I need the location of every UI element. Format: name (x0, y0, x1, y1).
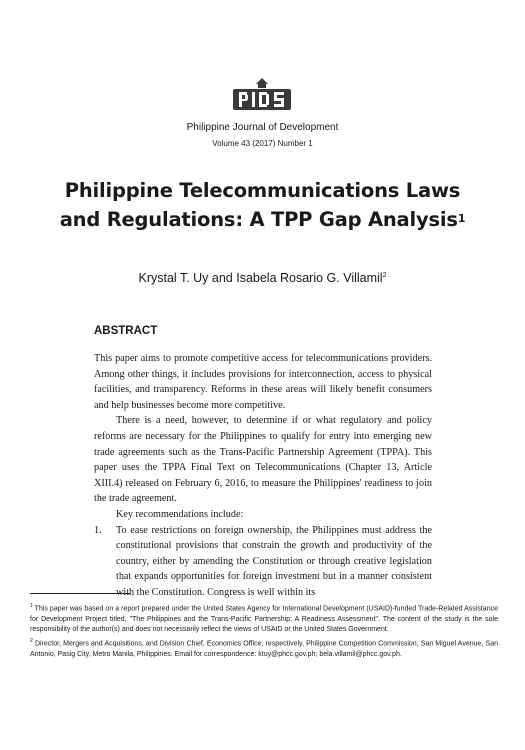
footnote-2-text: Director, Mergers and Acquisitions, and Division Chief, Economics Office, respectively, Philippine Competition Commission, San Miguel Avenue, San Antonio, Pasig City, Metro Manila, Philippines. Email for correspondence: ktuy@phcc.gov.ph; bela.villamil@phcc.gov.ph. (30, 640, 498, 658)
footnote-2 (30, 636, 498, 660)
footnote-divider (30, 593, 130, 594)
abstract-paragraph-1: This paper aims to promote competitive access for telecommunications providers. Among other things, it includes provisions for interconnection, access to physical facilities, and transparency. Reforms in these areas will likely benefit consumers and help businesses become more competitive. (94, 353, 432, 411)
title-line-1: Philippine Telecommunications Laws (64, 179, 461, 202)
abstract-body (94, 351, 432, 601)
abstract-paragraph-2: There is a need, however, to determine if or what regulatory and policy reforms are necessary for the Philippines to qualify for entry into emerging new trade agreements such as the Trans-Pacific Partnership Agreement (TPPA). This paper uses the TPPA Final Text on Telecommunications (Chapter 13, Article XIII.4) released on February 6, 2016, to measure the Philippines' readiness to join the trade agreement. (94, 415, 432, 505)
list-item (94, 523, 432, 601)
title-footnote-mark: 1 (457, 212, 466, 225)
footnotes (30, 601, 498, 660)
paper-title (40, 176, 485, 234)
footnote-1-mark: 1 (30, 603, 33, 609)
footnote-1-text: This paper was based on a report prepared under the United States Agency for International Development (USAID)-funded Trade-Related Assistance for Development Project titled, "The Philippines and the Trans-Pacific Partnership: A Readiness Assessment". The content of the study is the sole responsibility of the author(s) and does not necessarily reflect the views of USAID or the United States Government. (30, 605, 498, 634)
title-line-2: and Regulations: A TPP Gap Analysis (59, 208, 458, 231)
list-item-number: 1. (94, 524, 102, 536)
journal-name: Philippine Journal of Development (186, 122, 339, 133)
footnote-2-mark: 2 (30, 637, 33, 644)
footnote-1 (30, 601, 498, 636)
authors (0, 271, 525, 285)
pids-logo-icon (231, 78, 293, 112)
abstract-heading: ABSTRACT (94, 325, 158, 337)
author-footnote-mark: 2 (382, 271, 387, 279)
author-names: Krystal T. Uy and Isabela Rosario G. Villamil (138, 271, 383, 285)
journal-volume: Volume 43 (2017) Number 1 (212, 139, 313, 148)
recommendations-intro: Key recommendations include: (116, 508, 244, 520)
list-item-text: To ease restrictions on foreign ownership, the Philippines must address the constitutional provisions that constrain the growth and productivity of the country, either by amending the Constitution or through creative legislation that expands opportunities for foreign investment but in a manner consistent with the Constitution. Congress is well within its (116, 524, 432, 598)
